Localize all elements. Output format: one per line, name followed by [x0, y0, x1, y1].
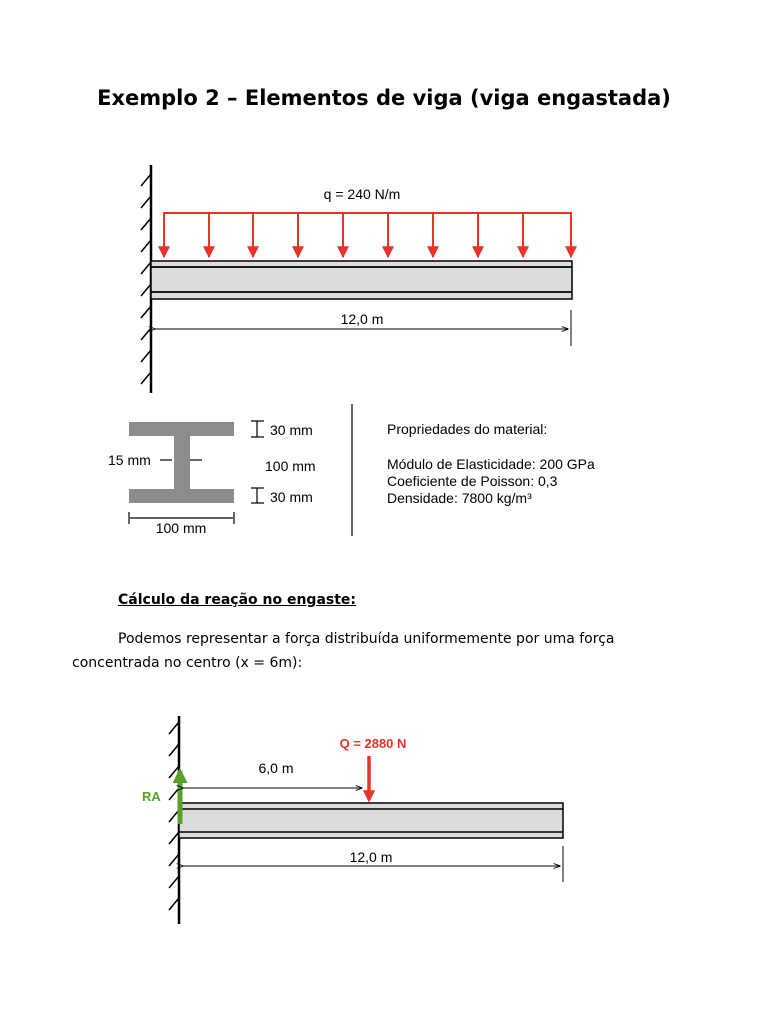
length-dimension	[183, 846, 563, 882]
reaction-label: RA	[142, 789, 161, 804]
beam	[179, 803, 563, 838]
web-thickness-dimension: 15 mm	[108, 452, 151, 468]
figure-cantilever-concentrated-load	[142, 716, 563, 924]
figure-cantilever-distributed-load	[141, 165, 572, 393]
body-paragraph	[72, 627, 662, 675]
top-flange-dimension: 30 mm	[270, 422, 313, 438]
web-height-dimension: 100 mm	[265, 458, 316, 474]
distributed-load-arrows	[163, 213, 572, 257]
web	[174, 436, 190, 489]
concentrated-force-label: Q = 2880 N	[339, 736, 407, 751]
length-dimension	[155, 310, 571, 346]
page-title: Exemplo 2 – Elementos de viga (viga engastada)	[97, 86, 671, 110]
poisson-ratio: Coeficiente de Poisson: 0,3	[387, 473, 558, 489]
top-flange	[129, 422, 234, 436]
elastic-modulus: Módulo de Elasticidade: 200 GPa	[387, 456, 595, 472]
reaction-heading: Cálculo da reação no engaste:	[118, 592, 357, 608]
half-length-label: 6,0 m	[258, 760, 294, 776]
beam	[151, 261, 572, 299]
half-length-dimension	[183, 760, 362, 788]
beam-length-label: 12,0 m	[349, 849, 393, 865]
material-properties	[387, 421, 595, 506]
distributed-load-label: q = 240 N/m	[323, 186, 401, 202]
section-dimension-lines	[129, 421, 264, 524]
beam-length-label: 12,0 m	[340, 311, 384, 327]
fixed-support-wall	[141, 165, 151, 393]
i-beam-cross-section	[108, 421, 316, 536]
properties-heading: Propriedades do material:	[387, 421, 548, 437]
paragraph-text: Podemos representar a força distribuída uniformemente por uma força concentrada no centro (x = 6m):	[72, 631, 615, 671]
density: Densidade: 7800 kg/m³	[387, 490, 532, 506]
bottom-flange-dimension: 30 mm	[270, 489, 313, 505]
bottom-flange	[129, 489, 234, 503]
flange-width-dimension: 100 mm	[155, 520, 207, 536]
